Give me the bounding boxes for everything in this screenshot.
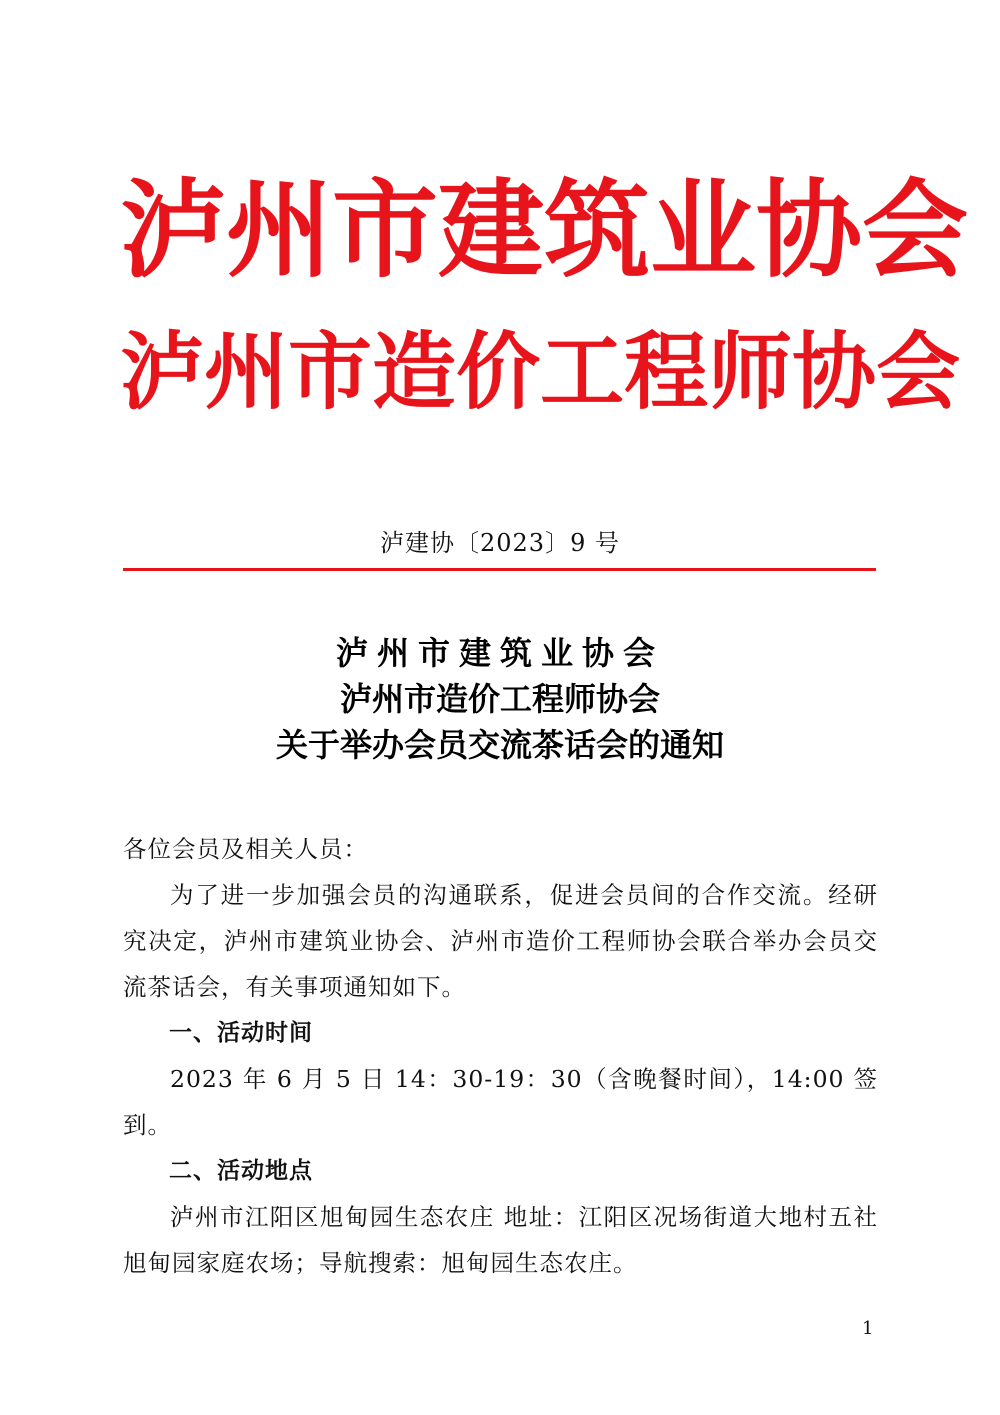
notice-body: [123, 826, 878, 1286]
issuer-char: 工: [540, 323, 625, 421]
issuer-char: 州: [204, 323, 289, 421]
issuer-char: 会: [862, 169, 968, 292]
issuer-name-construction: [120, 169, 968, 292]
red-divider-line: [123, 568, 876, 571]
document-number: 泸建协〔2023〕9 号: [380, 529, 620, 557]
issuer-char: 会: [876, 323, 961, 421]
title-line: 泸州市造价工程师协会: [339, 680, 660, 718]
issuer-char: 州: [226, 169, 332, 292]
title-line: 关于举办会员交流茶话会的通知: [275, 726, 724, 764]
page-number: 1: [862, 1318, 874, 1339]
issuer-char: 协: [792, 323, 877, 421]
issuer-char: 市: [288, 323, 373, 421]
issuer-char: 建: [438, 169, 544, 292]
issuer-char: 程: [624, 323, 709, 421]
issuer-name-cost-engineers: [120, 323, 961, 421]
issuer-char: 筑: [544, 169, 650, 292]
issuer-char: 业: [650, 169, 756, 292]
issuer-char: 市: [332, 169, 438, 292]
notice-title: [0, 630, 1000, 768]
title-line: 泸州市建筑业协会: [335, 634, 664, 672]
section-text-time: 2023 年 6 月 5 日 14：30-19：30（含晚餐时间），14:00 签到。: [123, 1065, 878, 1139]
issuer-char: 泸: [120, 169, 226, 292]
section-text-location: 泸州市江阳区旭甸园生态农庄 地址：江阳区况场街道大地村五社旭甸园家庭农场；导航搜索：旭甸园生态农庄。: [123, 1203, 878, 1277]
intro-paragraph: 为了进一步加强会员的沟通联系，促进会员间的合作交流。经研究决定，泸州市建筑业协会、泸州市造价工程师协会联合举办会员交流茶话会，有关事项通知如下。: [123, 881, 878, 1001]
issuer-char: 价: [456, 323, 541, 421]
issuer-char: 造: [372, 323, 457, 421]
issuer-char: 泸: [120, 323, 205, 421]
section-heading-location: 二、活动地点: [169, 1158, 313, 1184]
section-heading-time: 一、活动时间: [169, 1020, 313, 1046]
issuer-char: 师: [708, 323, 793, 421]
salutation: 各位会员及相关人员：: [123, 835, 368, 863]
issuer-char: 协: [756, 169, 862, 292]
